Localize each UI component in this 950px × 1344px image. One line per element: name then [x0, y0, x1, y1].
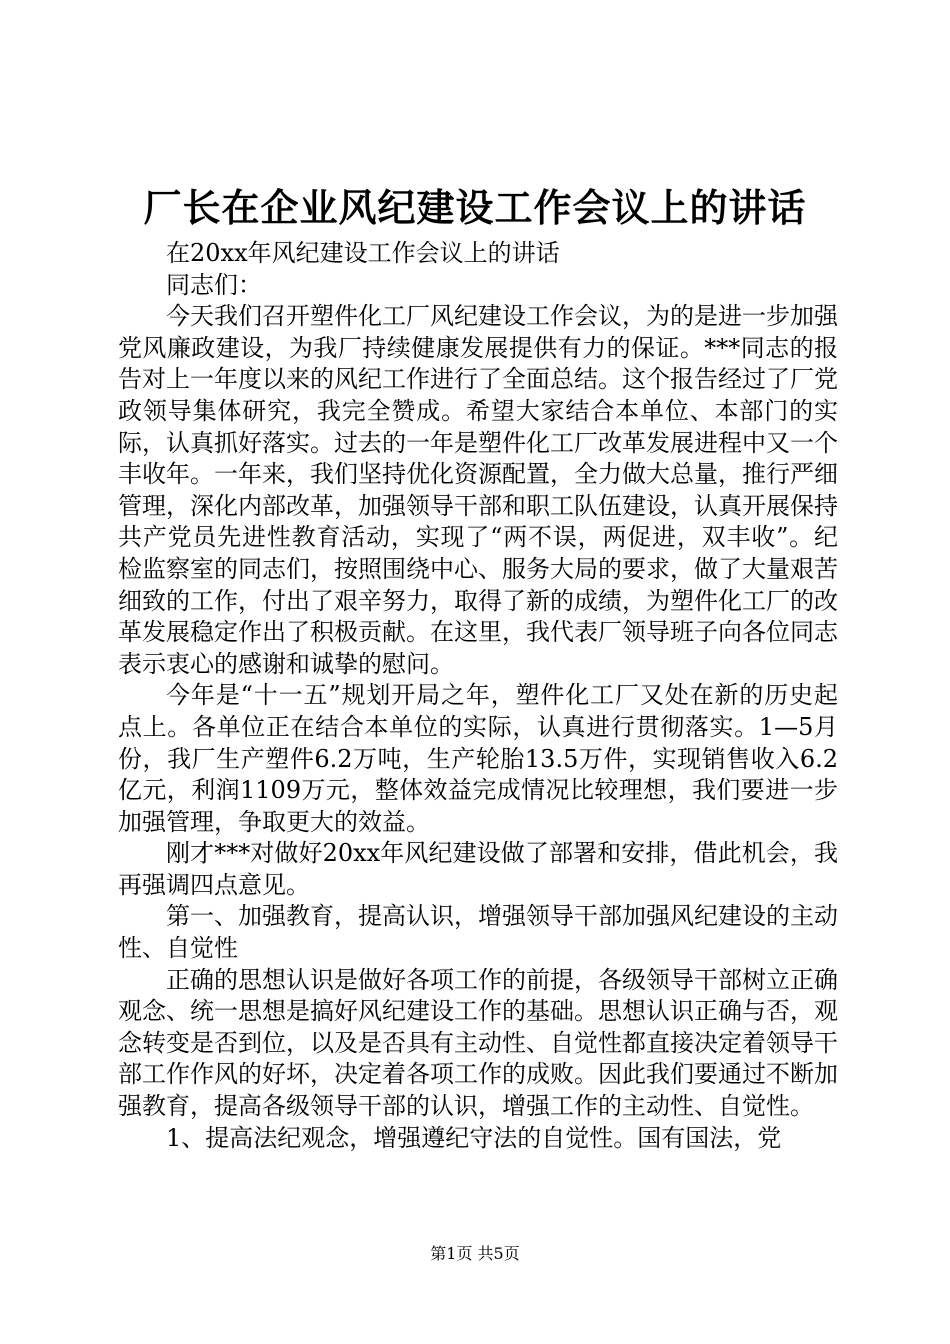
body-paragraph: 今天我们召开塑件化工厂风纪建设工作会议，为的是进一步加强党风廉政建设，为我厂持续健康发展提供有力的保证。***同志的报告对上一年度以来的风纪工作进行了全面总结。这个报告经过了厂党政领导集体研究，我完全赞成。希望大家结合本单位、本部门的实际，认真抓好落实。过去的一年是塑件化工厂改革发展进程中又一个丰收年。一年来，我们坚持优化资源配置，全力做大总量，推行严细管理，深化内部改革，加强领导干部和职工队伍建设，认真开展保持共产党员先进性教育活动，实现了“两不误，两促进，双丰收”。纪检监察室的同志们，按照围绕中心、服务大局的要求，做了大量艰苦细致的工作，付出了艰辛努力，取得了新的成绩，为塑件化工厂的改革发展稳定作出了积极贡献。在这里，我代表厂领导班子向各位同志表示衷心的感谢和诚挚的慰问。 — [118, 302, 838, 678]
document-body — [118, 238, 838, 1154]
document-title: 厂长在企业风纪建设工作会议上的讲话 — [143, 185, 807, 230]
body-paragraph: 今年是“十一五”规划开局之年，塑件化工厂又处在新的历史起点上。各单位正在结合本单位的实际，认真进行贯彻落实。1—5月份，我厂生产塑件6.2万吨，生产轮胎13.5万件，实现销售收入6.2亿元，利润1109万元，整体效益完成情况比较理想，我们要进一步加强管理，争取更大的效益。 — [118, 681, 838, 836]
subtitle-paragraph: 在20xx年风纪建设工作会议上的讲话 — [166, 239, 560, 267]
section-heading: 第一、加强教育，提高认识，增强领导干部加强风纪建设的主动性、自觉性 — [118, 902, 838, 963]
page-footer: 第1页 共5页 — [430, 1244, 520, 1263]
body-paragraph: 1、提高法纪观念，增强遵纪守法的自觉性。国有国法，党 — [166, 1123, 782, 1152]
body-paragraph: 正确的思想认识是做好各项工作的前提，各级领导干部树立正确观念、统一思想是搞好风纪建设工作的基础。思想认识正确与否，观念转变是否到位，以及是否具有主动性、自觉性都直接决定着领导干部工作作风的好坏，决定着各项工作的成败。因此我们要通过不断加强教育，提高各级领导干部的认识，增强工作的主动性、自觉性。 — [118, 965, 838, 1121]
body-paragraph: 刚才***对做好20xx年风纪建设做了部署和安排，借此机会，我再强调四点意见。 — [118, 839, 838, 899]
salutation-paragraph: 同志们： — [166, 270, 262, 299]
